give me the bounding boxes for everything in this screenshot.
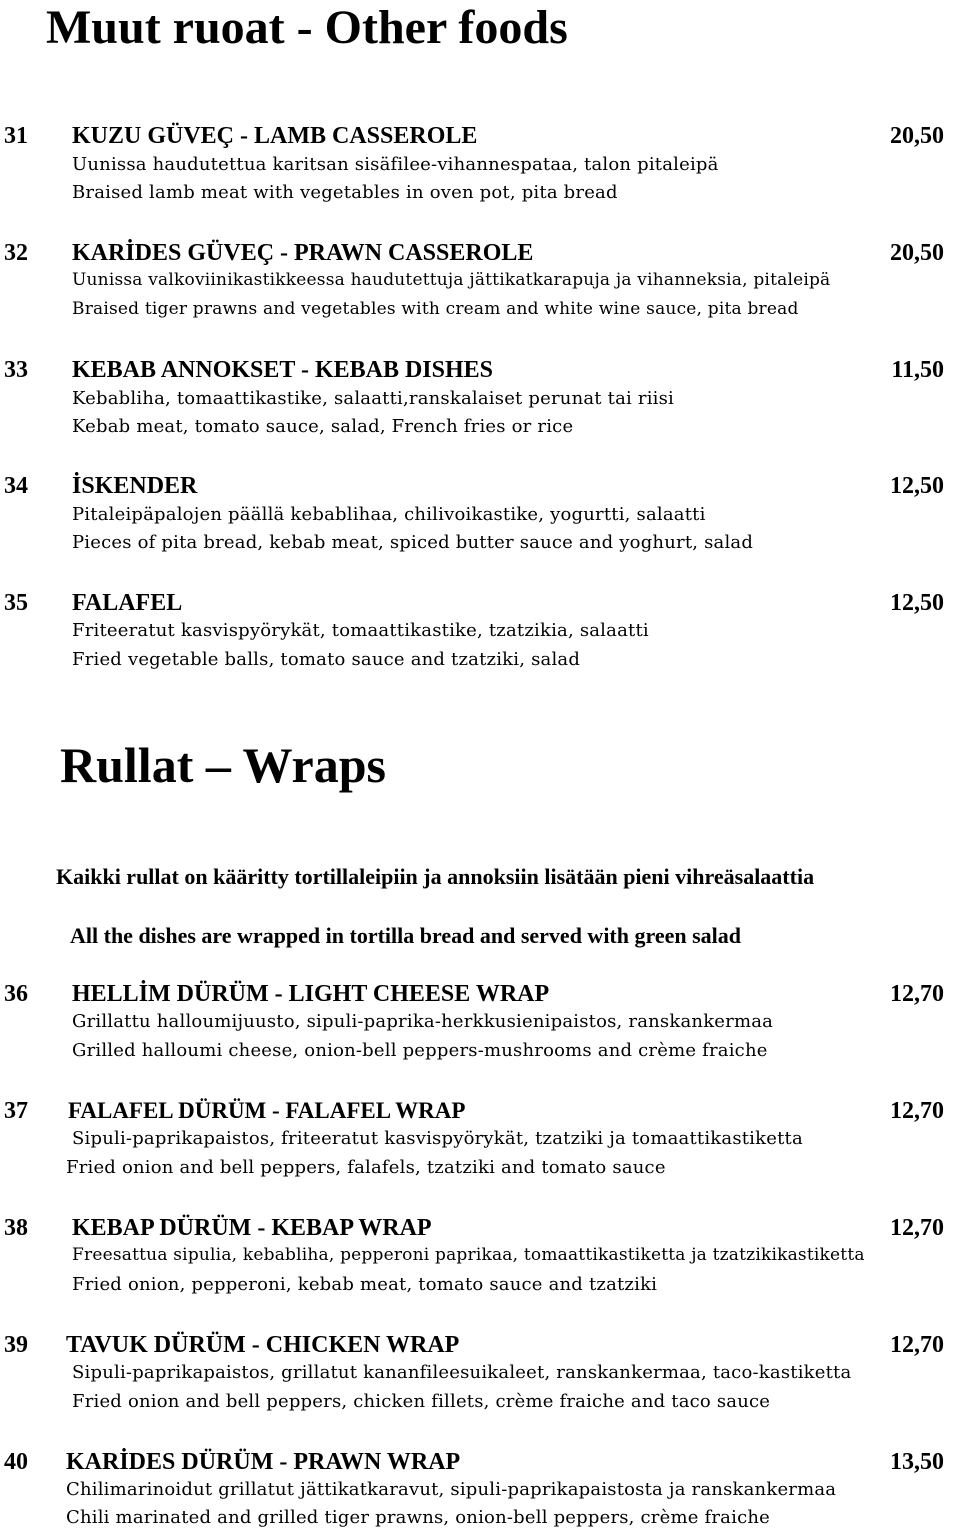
item-description-fi: Pitaleipäpalojen päällä kebablihaa, chilivoikastike, yogurtti, salaatti <box>72 504 706 525</box>
item-description-fi: Sipuli-paprikapaistos, grillatut kananfileesuikaleet, ranskankermaa, taco-kastiketta <box>72 1362 852 1383</box>
item-name: KEBAB ANNOKSET - KEBAB DISHES <box>72 357 494 383</box>
section-title-other-foods: Muut ruoat - Other foods <box>46 1 568 54</box>
item-price: 11,50 <box>891 357 944 383</box>
item-description-en: Fried onion and bell peppers, chicken fillets, crème fraiche and taco sauce <box>72 1391 771 1412</box>
section-intro-en: All the dishes are wrapped in tortilla bread and served with green salad <box>70 923 742 948</box>
item-description-en: Kebab meat, tomato sauce, salad, French fries or rice <box>72 416 574 437</box>
item-price: 12,70 <box>890 981 944 1007</box>
item-price: 12,50 <box>890 473 944 499</box>
item-name: İSKENDER <box>72 473 198 499</box>
item-description-fi: Freesattua sipulia, kebabliha, pepperoni paprikaa, tomaattikastiketta ja tzatzikikastiketta <box>72 1245 865 1265</box>
item-number: 34 <box>4 473 28 499</box>
item-name: HELLİM DÜRÜM - LIGHT CHEESE WRAP <box>72 981 550 1007</box>
item-number: 38 <box>4 1215 28 1241</box>
item-price: 12,70 <box>890 1215 944 1241</box>
item-number: 37 <box>4 1098 28 1124</box>
item-description-fi: Friteeratut kasvispyörykät, tomaattikastike, tzatzikia, salaatti <box>72 620 649 641</box>
item-number: 39 <box>4 1332 28 1358</box>
item-description-fi: Uunissa valkoviinikastikkeessa haudutettuja jättikatkarapuja ja vihanneksia, pitaleipä <box>72 270 831 290</box>
item-description-fi: Sipuli-paprikapaistos, friteeratut kasvispyörykät, tzatziki ja tomaattikastiketta <box>72 1128 803 1149</box>
item-description-fi: Grillattu halloumijuusto, sipuli-paprika-herkkusienipaistos, ranskankermaa <box>72 1011 774 1032</box>
item-description-en: Grilled halloumi cheese, onion-bell peppers-mushrooms and crème fraiche <box>72 1040 768 1061</box>
item-name: TAVUK DÜRÜM - CHICKEN WRAP <box>66 1332 460 1358</box>
item-name: KEBAP DÜRÜM - KEBAP WRAP <box>72 1215 432 1241</box>
item-name: FALAFEL DÜRÜM - FALAFEL WRAP <box>68 1098 466 1123</box>
item-price: 12,50 <box>890 590 944 616</box>
item-price: 13,50 <box>890 1449 944 1475</box>
item-description-en: Fried onion, pepperoni, kebab meat, tomato sauce and tzatziki <box>72 1274 658 1295</box>
item-description-en: Chili marinated and grilled tiger prawns, onion-bell peppers, crème fraiche <box>66 1507 770 1528</box>
item-description-en: Braised lamb meat with vegetables in oven pot, pita bread <box>72 182 618 203</box>
item-price: 20,50 <box>890 240 944 266</box>
item-name: KUZU GÜVEÇ - LAMB CASSEROLE <box>72 123 478 149</box>
item-description-en: Pieces of pita bread, kebab meat, spiced butter sauce and yoghurt, salad <box>72 532 754 553</box>
item-number: 33 <box>4 357 28 383</box>
item-description-en: Fried vegetable balls, tomato sauce and tzatziki, salad <box>72 649 581 670</box>
item-name: KARİDES DÜRÜM - PRAWN WRAP <box>66 1449 461 1475</box>
item-number: 36 <box>4 981 28 1007</box>
item-price: 12,70 <box>890 1332 944 1358</box>
item-number: 31 <box>4 123 28 149</box>
item-description-fi: Chilimarinoidut grillatut jättikatkaravut, sipuli-paprikapaistosta ja ranskankermaa <box>66 1479 837 1500</box>
item-description-fi: Kebabliha, tomaattikastike, salaatti,ranskalaiset perunat tai riisi <box>72 388 675 409</box>
item-price: 12,70 <box>890 1098 944 1124</box>
item-name: KARİDES GÜVEÇ - PRAWN CASSEROLE <box>72 240 534 266</box>
item-number: 40 <box>4 1449 28 1475</box>
item-price: 20,50 <box>890 123 944 149</box>
section-title-wraps: Rullat – Wraps <box>60 737 387 793</box>
item-description-en: Fried onion and bell peppers, falafels, tzatziki and tomato sauce <box>66 1157 666 1178</box>
item-number: 35 <box>4 590 28 616</box>
section-intro-fi: Kaikki rullat on kääritty tortillaleipiin ja annoksiin lisätään pieni vihreäsalaattia <box>56 864 815 889</box>
item-description-fi: Uunissa haudutettua karitsan sisäfilee-vihannespataa, talon pitaleipä <box>72 154 719 175</box>
item-number: 32 <box>4 240 28 266</box>
item-name: FALAFEL <box>72 590 183 616</box>
item-description-en: Braised tiger prawns and vegetables with cream and white wine sauce, pita bread <box>72 299 799 319</box>
